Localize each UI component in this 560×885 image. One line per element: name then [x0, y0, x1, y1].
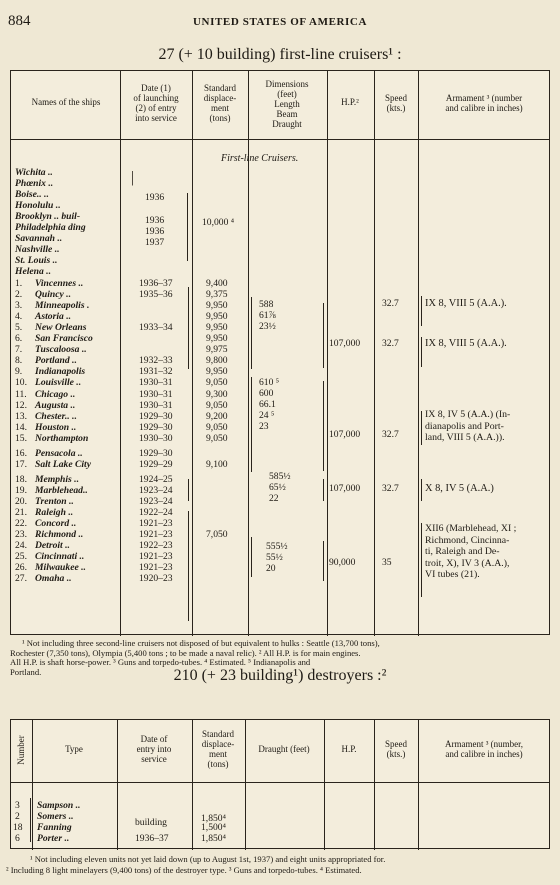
armament-value: dianapolis and Port- [425, 420, 504, 432]
ship-name: Louisville .. [35, 377, 82, 389]
ship-date: 1921–23 [139, 562, 173, 574]
ship-date: 1924–25 [139, 473, 173, 485]
destroyer-displacement: 1,850⁴ [201, 813, 226, 824]
ship-name: Chicago .. [35, 388, 76, 400]
ship-date: 1932–33 [139, 355, 173, 367]
dimension-value: 588 [259, 299, 274, 310]
building-date: 1936 [145, 215, 165, 226]
ship-name: Salt Lake City [35, 458, 91, 470]
ship-displacement: 9,800 [206, 355, 228, 367]
building-ship-name: Boise.. .. [15, 189, 49, 200]
footnote-line: ² Including 8 light minelayers (9,400 tons) of the destroyer type. ³ Guns and torpedo-tubes. ⁴ Estimated. [6, 865, 362, 875]
destroyers-title: 210 (+ 23 building¹) destroyers :² [173, 667, 387, 684]
ship-date: 1921–23 [139, 518, 173, 530]
ship-date: 1929–30 [139, 410, 173, 422]
ship-displacement: 9,950 [206, 311, 228, 323]
ship-number: 21. [15, 507, 27, 518]
ship-name: Cincinnati .. [35, 551, 85, 563]
dimension-value: 61⅞ [259, 310, 276, 321]
ship-name: Trenton .. [35, 495, 74, 507]
ship-number: 22. [15, 518, 27, 530]
dimension-value: 22 [269, 493, 279, 504]
ship-date: 1920–23 [139, 573, 173, 585]
ship-date: 1929–29 [139, 458, 173, 470]
ship-number: 13. [15, 410, 27, 422]
building-ship-name: Wichita .. [15, 167, 53, 178]
ship-name: Memphis .. [35, 473, 79, 485]
ship-number: 18. [15, 473, 27, 485]
armament-value: troit, X), IV 3 (A.A.), [425, 557, 510, 569]
building-date: 1936 [145, 226, 165, 237]
ship-number: 23. [15, 529, 27, 541]
ship-name: Chester.. .. [35, 410, 77, 422]
ship-number: 5. [15, 322, 23, 334]
ship-number: 14. [15, 421, 27, 433]
header-displacement: Standard displace- ment (tons) [201, 729, 235, 769]
footnote-line: ¹ Not including three second-line cruisers not disposed of but equivalent to hulks : Seattle (13,700 tons), [22, 638, 380, 648]
ship-name: Houston .. [35, 421, 77, 433]
ship-name: Milwaukee .. [35, 562, 86, 574]
ship-name: Minneapolis . [35, 300, 90, 312]
destroyer-displacement: 1,850⁴ [201, 833, 226, 844]
ship-date: 1921–23 [139, 529, 173, 541]
dimension-value: 610 ⁵ [259, 377, 280, 388]
ship-name: San Francisco [35, 333, 93, 345]
header-number: Number [16, 735, 26, 765]
dimension-value: 55½ [266, 552, 283, 563]
cruisers-title: 27 (+ 10 building) first-line cruisers¹ : [158, 46, 402, 63]
ship-date: 1931–32 [139, 366, 173, 378]
header-names: Names of the ships [31, 97, 101, 107]
armament-value: land, VIII 5 (A.A.)). [425, 432, 505, 443]
building-ship-name: Nashville .. [15, 244, 60, 255]
ship-displacement: 9,300 [206, 388, 228, 400]
ship-name: Raleigh .. [35, 507, 74, 518]
destroyer-date: 1936–37 [135, 833, 169, 844]
speed-value: 35 [382, 557, 392, 568]
destroyer-number: 18 [13, 822, 23, 833]
header-date: Date (1) of launching (2) of entry into service [133, 83, 179, 123]
ship-name: Omaha .. [35, 573, 72, 585]
dimension-value: 555½ [266, 541, 288, 552]
ship-name: Marblehead.. [35, 484, 88, 496]
ship-number: 7. [15, 344, 23, 356]
ship-number: 26. [15, 562, 27, 574]
ship-number: 12. [15, 399, 27, 411]
header-draught: Draught (feet) [258, 744, 310, 754]
hp-value: 107,000 [329, 483, 361, 494]
footnote-line: ¹ Not including eleven units not yet laid down (up to August 1st, 1937) and eight units appropriated for. [30, 854, 386, 864]
building-ship-name: Helena .. [15, 266, 51, 277]
ship-name: New Orleans [35, 322, 87, 334]
destroyer-type: Sampson .. [37, 800, 81, 811]
ship-number: 3. [15, 300, 23, 312]
ship-name: Augusta .. [35, 399, 76, 411]
destroyer-date: building [135, 817, 167, 828]
ship-date: 1930–31 [139, 399, 173, 411]
armament-value: IX 8, IV 5 (A.A.) (In- [425, 409, 511, 420]
ship-number: 27. [15, 573, 27, 585]
ship-name: Vincennes .. [35, 278, 84, 289]
ship-number: 6. [15, 333, 23, 345]
ship-name: Detroit .. [35, 540, 70, 552]
ship-number: 11. [15, 388, 27, 400]
ship-date: 1929–30 [139, 447, 173, 459]
header-armament: Armament ³ (number, and calibre in inches) [444, 739, 524, 759]
dimension-value: 66.1 [259, 399, 276, 410]
destroyer-number: 6 [15, 833, 20, 844]
armament-value: IX 8, VIII 5 (A.A.). [425, 338, 507, 349]
armament-value: X 8, IV 5 (A.A.) [425, 483, 494, 494]
running-head: UNITED STATES OF AMERICA [192, 16, 368, 28]
armament-value: ti, Raleigh and De- [425, 546, 500, 557]
ship-number: 17. [15, 458, 27, 470]
destroyers-table [10, 719, 550, 849]
dimension-value: 24 ⁵ [259, 410, 275, 421]
ship-date: 1935–36 [139, 289, 173, 301]
ship-number: 8. [15, 355, 23, 367]
dimension-value: 20 [266, 563, 276, 574]
ship-number: 10. [15, 377, 27, 389]
ship-number: 25. [15, 551, 27, 563]
building-date: 1937 [145, 237, 165, 248]
ship-date: 1922–23 [139, 540, 173, 552]
header-type: Type [65, 744, 83, 754]
speed-value: 32.7 [382, 338, 399, 349]
building-ship-name: Brooklyn .. buil- [15, 211, 81, 222]
destroyer-number: 2 [15, 811, 20, 822]
ship-name: Northampton [35, 432, 89, 444]
ship-displacement: 9,200 [206, 410, 228, 422]
ship-date: 1930–31 [139, 388, 173, 400]
footnote-line: Portland. [10, 666, 42, 677]
building-ship-name: Honolulu .. [15, 200, 61, 211]
armament-value: Richmond, Cincinna- [425, 534, 510, 546]
ship-date: 1930–31 [139, 377, 173, 389]
building-ship-name: Philadelphia ding [15, 222, 86, 233]
building-ship-name: Savannah .. [15, 233, 63, 244]
dimension-value: 585½ [269, 471, 291, 482]
ship-displacement: 9,950 [206, 333, 228, 345]
ship-number: 16. [15, 447, 27, 459]
ship-name: Indianapolis [35, 366, 86, 378]
ship-number: 20. [15, 495, 27, 507]
page-number: 884 [8, 13, 31, 29]
ship-number: 2. [15, 289, 23, 301]
hp-value: 90,000 [329, 557, 356, 568]
building-date: 1936 [145, 192, 165, 203]
hp-value: 107,000 [329, 429, 361, 440]
ship-displacement: 9,950 [206, 366, 228, 378]
ship-name: Pensacola .. [35, 447, 83, 459]
dimension-value: 65½ [269, 482, 286, 493]
footnote-line: All H.P. is shaft horse-power. ³ Guns and torpedo-tubes. ⁴ Estimated. ⁵ Indianapolis and [10, 657, 311, 668]
ship-name: Concord .. [35, 518, 77, 530]
ship-displacement: 9,050 [206, 377, 228, 389]
ship-number: 1. [15, 278, 23, 289]
destroyer-type: Somers .. [37, 811, 74, 822]
armament-value: IX 8, VIII 5 (A.A.). [425, 298, 507, 309]
ship-displacement: 9,050 [206, 421, 228, 433]
ship-date: 1933–34 [139, 322, 173, 334]
ship-number: 9. [15, 366, 23, 378]
ship-displacement: 7,050 [206, 529, 228, 541]
ship-displacement: 9,400 [206, 278, 228, 289]
footnote-line: Rochester (7,350 tons), Olympia (5,400 tons ; to be made a naval relic). ² All H.P. is for main engines. [10, 647, 361, 658]
destroyer-number: 3 [15, 800, 20, 811]
armament-value: XII6 (Marblehead, XI ; [425, 523, 517, 534]
ship-name: Quincy .. [35, 289, 71, 301]
ship-date: 1922–24 [139, 507, 173, 518]
armament-value: VI tubes (21). [425, 569, 480, 580]
ship-date: 1923–24 [139, 495, 173, 507]
building-displacement: 10,000 ⁴ [202, 217, 235, 228]
header-speed: Speed (kts.) [385, 93, 407, 113]
ship-number: 4. [15, 311, 23, 323]
ship-number: 15. [15, 432, 27, 444]
building-ship-name: St. Louis .. [15, 255, 58, 266]
building-ship-name: Phœnix .. [15, 178, 54, 189]
ship-date: 1929–30 [139, 421, 173, 433]
speed-value: 32.7 [382, 298, 399, 309]
header-date: Date of entry into service [136, 734, 172, 764]
ship-displacement: 9,375 [206, 289, 228, 301]
destroyer-type: Fanning [37, 822, 72, 833]
ship-displacement: 9,050 [206, 399, 228, 411]
cruisers-table: Names of the ships Date (1) of launching (2) of entry into service Standard displace- ment (tons) Dimensions (feet) Length Beam Draught H.P.² Speed (kts.) Armament ³ (number and calibre in inches) First-line Cruisers. Wichita .. Phœnix .. Boise.. .. Honolulu .. Brooklyn .. buil- Philadelphia ding Savannah .. Nashville .. St. Louis .. Helena .. 1936 1936 1936 1937 10,000 ⁴ | 1. Vincennes .. 1936–37 9,400 2. Quincy .. 1935–36 9,375 3. Minneapolis . 9,950 4. Astoria .. 9,950 5. New Orleans 1933–34 9,950 6. San Francisco 9,950 7. Tuscaloosa .. 9,975 8. Portland .. 1932–33 9,800 9. Indianapolis 1931–32 9,950 10. Louisville .. 1930–31 9,050 11. Chicago .. 1930–31 9,300 12. Augusta .. 1930–31 9,050 13. Chester.. .. 1929–30 9,200 14. Houston .. 1929–30 9,050 15. Northampton 1930–30 9,050 16. Pensacola .. 1929–30 17. Salt Lake City 1929–29 9,100 18. Memphis .. 1924–25 19. Marblehead.. 1923–24 20. Trenton .. 1923–24 21. Raleigh .. 1922–24 22. Concord .. 1921–23 23. Richmond .. 1921–23 7,050 24. Detroit .. 1922–23 25. Cincinnati .. 1921–23 26. Milwaukee .. 1921–23 27. Omaha .. 1920–23 588 61⅞ 23½ 107,000 32.7 IX 8, VIII 5 (A.A.). 610 ⁵ 600 66.1 24 ⁵ 23 107,000 32.7 IX 8, IV 5 (A.A.) (In- dianapolis and Port- land, VIII 5 (A.A.)). 585½ 65½ 22 107,000 32.7 X 8, IV 5 (A.A.) 555½ 55½ 20 90,000 35 XII6 (Marblehead, XI ; Richmond, Cincinna- ti, Raleigh and De- troit, X), IV 3 (A.A.), VI tubes (21). 32.7 IX 8, VIII 5 (A.A.). [10, 70, 550, 635]
ship-name: Tuscaloosa .. [35, 344, 87, 356]
ship-displacement: 9,050 [206, 432, 228, 444]
header-hp: H.P.² [341, 97, 359, 107]
ship-number: 19. [15, 484, 27, 496]
dimension-value: 23½ [259, 321, 276, 332]
header-speed: Speed (kts.) [385, 739, 407, 759]
header-dimensions: Dimensions (feet) Length Beam Draught [265, 79, 309, 129]
speed-value: 32.7 [382, 483, 399, 494]
section-label: First-line Cruisers. [221, 153, 299, 164]
header-hp: H.P. [341, 744, 357, 754]
ship-date: 1930–30 [139, 432, 173, 444]
header-armament: Armament ³ (number and calibre in inches) [445, 93, 523, 113]
ship-displacement: 9,950 [206, 300, 228, 312]
ship-date: 1923–24 [139, 484, 173, 496]
ship-displacement: 9,100 [206, 458, 228, 470]
speed-value: 32.7 [382, 429, 399, 440]
ship-displacement: 9,950 [206, 322, 228, 334]
ship-name: Portland .. [35, 355, 77, 367]
ship-date: 1936–37 [139, 278, 173, 289]
destroyer-displacement: 1,500⁴ [201, 822, 226, 833]
ship-name: Astoria .. [35, 311, 71, 323]
destroyer-type: Porter .. [37, 833, 70, 844]
ship-date: 1921–23 [139, 551, 173, 563]
ship-displacement: 9,975 [206, 344, 228, 356]
ship-number: 24. [15, 540, 27, 552]
hp-value: 107,000 [329, 338, 361, 349]
dimension-value: 23 [259, 421, 269, 432]
ship-name: Richmond .. [35, 529, 84, 541]
header-displacement: Standard displace- ment (tons) [203, 83, 237, 123]
dimension-value: 600 [259, 388, 274, 399]
